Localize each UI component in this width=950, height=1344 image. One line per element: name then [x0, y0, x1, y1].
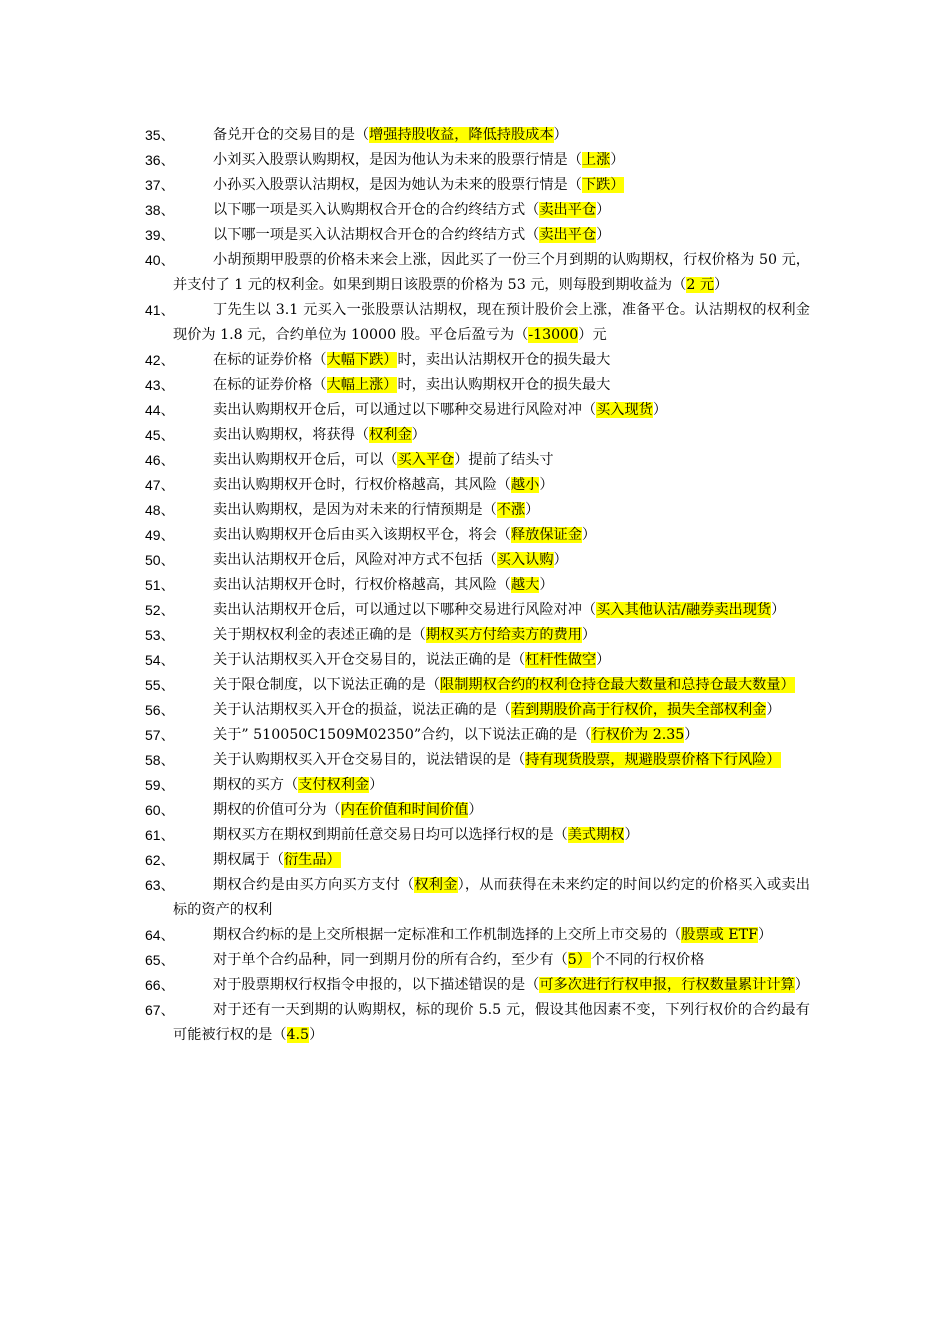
question-text: ）	[766, 702, 781, 718]
item-text	[173, 948, 810, 973]
list-item	[145, 248, 810, 298]
item-number: 53、	[145, 627, 175, 643]
item-number: 37、	[145, 177, 175, 193]
question-text: ）	[553, 552, 568, 568]
list-item	[145, 348, 810, 373]
item-number: 59、	[145, 777, 175, 793]
item-text	[173, 673, 810, 698]
item-number: 55、	[145, 677, 175, 693]
highlighted-answer: 可多次进行行权申报，行权数量累计计算	[539, 977, 795, 993]
highlighted-answer: 释放保证金	[510, 527, 582, 543]
list-item	[145, 873, 810, 923]
item-text	[173, 498, 810, 523]
highlighted-answer: 若到期股价高于行权价，损失全部权利金	[510, 702, 767, 718]
question-text: 卖出认沽期权开仓后，可以通过以下哪种交易进行风险对冲（	[213, 602, 597, 618]
list-item	[145, 698, 810, 723]
item-text	[173, 698, 810, 723]
list-item	[145, 648, 810, 673]
item-text	[173, 648, 810, 673]
list-item	[145, 523, 810, 548]
highlighted-answer: 支付权利金	[298, 777, 370, 793]
list-item	[145, 973, 810, 998]
question-text: 对于单个合约品种，同一到期月份的所有合约，至少有（	[213, 952, 568, 968]
item-text	[173, 123, 810, 148]
question-text: 卖出认购期权开仓后由买入该期权平仓，将会（	[213, 527, 511, 543]
highlighted-answer: 权利金	[369, 427, 412, 443]
question-text: ）	[581, 627, 597, 643]
highlighted-answer: 买入平仓	[397, 452, 455, 468]
question-text: ）	[624, 827, 639, 843]
list-item	[145, 848, 810, 873]
item-text	[173, 373, 810, 398]
item-number: 46、	[145, 452, 175, 468]
item-number: 64、	[145, 927, 175, 943]
question-list	[145, 123, 810, 1048]
question-text: ）	[714, 277, 729, 293]
highlighted-answer: 大幅下跌）	[326, 352, 398, 368]
item-text	[173, 623, 810, 648]
list-item	[145, 498, 810, 523]
item-text	[173, 348, 810, 373]
item-number: 66、	[145, 977, 175, 993]
question-text: 期权属于（	[213, 852, 284, 868]
question-text: ）	[610, 152, 625, 168]
question-text: 卖出认沽期权开仓后，风险对冲方式不包括（	[213, 552, 497, 568]
item-text	[173, 823, 810, 848]
question-text: ）提前了结头寸	[454, 452, 554, 468]
question-text: 卖出认购期权开仓时，行权价格越高，其风险（	[213, 477, 511, 493]
question-text: 以下哪一项是买入认沽期权合开仓的合约终结方式（	[213, 227, 540, 243]
list-item	[145, 473, 810, 498]
item-text	[173, 998, 810, 1048]
highlighted-answer: 行权价为 2.35	[591, 727, 685, 743]
question-text: ）	[525, 502, 540, 518]
question-text: 以下哪一项是买入认购期权合开仓的合约终结方式（	[213, 202, 540, 218]
question-text: ），从而获得在未来约定的时间以约定的价格买入或卖出标的资产的权利	[173, 877, 810, 918]
list-item	[145, 148, 810, 173]
question-text: ）	[539, 577, 554, 593]
item-text	[173, 223, 810, 248]
list-item	[145, 448, 810, 473]
question-text: 关于” 510050C1509M02350”合约，以下说法正确的是（	[213, 727, 592, 743]
highlighted-answer: 4.5	[286, 1027, 310, 1043]
question-text: ）	[539, 477, 554, 493]
item-text	[173, 848, 810, 873]
question-text: 关于期权权利金的表述正确的是（	[213, 627, 426, 643]
highlighted-answer: 买入其他认沽/融券卖出现货	[596, 602, 772, 618]
list-item	[145, 398, 810, 423]
list-item	[145, 598, 810, 623]
question-text: 卖出认购期权开仓后，可以通过以下哪种交易进行风险对冲（	[213, 402, 597, 418]
item-number: 56、	[145, 702, 175, 718]
question-text: ）	[652, 402, 668, 418]
list-item	[145, 173, 810, 198]
question-text: 期权的价值可分为（	[213, 802, 341, 818]
item-text	[173, 798, 810, 823]
question-text: ）	[553, 127, 568, 143]
highlighted-answer: 2 元	[686, 277, 715, 293]
question-text: ）	[757, 927, 773, 943]
item-text	[173, 448, 810, 473]
item-number: 44、	[145, 402, 175, 418]
question-text: 关于限仓制度，以下说法正确的是（	[213, 677, 441, 693]
question-text: 小刘买入股票认购期权，是因为他认为未来的股票行情是（	[213, 152, 582, 168]
item-number: 65、	[145, 952, 175, 968]
list-item	[145, 673, 810, 698]
item-number: 45、	[145, 427, 175, 443]
item-number: 43、	[145, 377, 175, 393]
question-text: ）	[309, 1027, 324, 1043]
highlighted-answer: 下跌）	[581, 177, 625, 193]
highlighted-answer: 卖出平仓	[539, 227, 597, 243]
item-text	[173, 773, 810, 798]
highlighted-answer: 买入现货	[596, 402, 653, 418]
item-number: 63、	[145, 877, 175, 893]
item-number: 47、	[145, 477, 175, 493]
item-text	[173, 148, 810, 173]
highlighted-answer: 持有现货股票，规避股票价格下行风险）	[525, 752, 781, 768]
question-text: 期权合约标的是上交所根据一定标准和工作机制选择的上交所上市交易的（	[213, 927, 682, 943]
item-text	[173, 398, 810, 423]
item-number: 54、	[145, 652, 175, 668]
question-text: 卖出认购期权，是因为对未来的行情预期是（	[213, 502, 497, 518]
question-text: 个不同的行权价格	[590, 952, 705, 968]
list-item	[145, 823, 810, 848]
item-text	[173, 423, 810, 448]
list-item	[145, 123, 810, 148]
item-number: 42、	[145, 352, 175, 368]
item-number: 38、	[145, 202, 175, 218]
highlighted-answer: 权利金	[414, 877, 458, 893]
list-item	[145, 198, 810, 223]
item-number: 60、	[145, 802, 175, 818]
list-item	[145, 573, 810, 598]
item-text	[173, 173, 810, 198]
list-item	[145, 998, 810, 1048]
question-text: 对于股票期权行权指令申报的，以下描述错误的是（	[213, 977, 540, 993]
item-number: 52、	[145, 602, 175, 618]
list-item	[145, 548, 810, 573]
item-number: 49、	[145, 527, 175, 543]
highlighted-answer: 大幅上涨）	[326, 377, 398, 393]
question-text: ）	[596, 202, 611, 218]
question-text: 在标的证券价格（	[213, 352, 327, 368]
highlighted-answer: 不涨	[496, 502, 526, 518]
question-text: 卖出认购期权，将获得（	[213, 427, 370, 443]
item-number: 41、	[145, 302, 175, 318]
item-text	[173, 873, 810, 923]
item-text	[173, 598, 810, 623]
highlighted-answer: 越大	[510, 577, 540, 593]
item-text	[173, 473, 810, 498]
list-item	[145, 223, 810, 248]
item-number: 58、	[145, 752, 175, 768]
list-item	[145, 773, 810, 798]
item-text	[173, 923, 810, 948]
item-text	[173, 548, 810, 573]
question-text: ）	[369, 777, 384, 793]
item-number: 67、	[145, 1002, 175, 1018]
highlighted-answer: 越小	[510, 477, 540, 493]
item-number: 39、	[145, 227, 175, 243]
item-number: 36、	[145, 152, 175, 168]
item-text	[173, 198, 810, 223]
question-text: 在标的证券价格（	[213, 377, 327, 393]
item-number: 57、	[145, 727, 175, 743]
highlighted-answer: 股票或 ETF	[681, 927, 758, 943]
item-text	[173, 573, 810, 598]
highlighted-answer: -13000	[528, 327, 579, 343]
question-text: 小孙买入股票认沽期权，是因为她认为未来的股票行情是（	[213, 177, 582, 193]
list-item	[145, 723, 810, 748]
highlighted-answer: 上涨	[581, 152, 611, 168]
item-text	[173, 723, 810, 748]
question-text: 期权买方在期权到期前任意交易日均可以选择行权的是（	[213, 827, 568, 843]
question-text: 关于认沽期权买入开仓的损益，说法正确的是（	[213, 702, 511, 718]
question-text: 期权合约是由买方向买方支付（	[213, 877, 415, 893]
question-text: 时，卖出认购期权开仓的损失最大	[397, 377, 611, 393]
question-text: ）	[771, 602, 786, 618]
item-number: 40、	[145, 252, 175, 268]
highlighted-answer: 衍生品）	[283, 852, 341, 868]
item-number: 51、	[145, 577, 175, 593]
question-text: 备兑开仓的交易目的是（	[213, 127, 370, 143]
item-text	[173, 298, 810, 348]
highlighted-answer: 内在价值和时间价值	[340, 802, 469, 818]
item-text	[173, 248, 810, 298]
highlighted-answer: 卖出平仓	[539, 202, 597, 218]
question-text: ）	[684, 727, 699, 743]
highlighted-answer: 限制期权合约的权利仓持仓最大数量和总持仓最大数量）	[440, 677, 795, 693]
question-text: 关于认沽期权买入开仓交易目的，说法正确的是（	[213, 652, 526, 668]
question-text: ）	[468, 802, 483, 818]
item-text	[173, 523, 810, 548]
item-number: 50、	[145, 552, 175, 568]
item-number: 61、	[145, 827, 175, 843]
question-text: ）元	[578, 327, 607, 343]
item-text	[173, 973, 810, 998]
highlighted-answer: 增强持股收益，降低持股成本	[369, 127, 554, 143]
question-text: 时，卖出认沽期权开仓的损失最大	[397, 352, 611, 368]
list-item	[145, 923, 810, 948]
list-item	[145, 948, 810, 973]
list-item	[145, 373, 810, 398]
highlighted-answer: 期权买方付给卖方的费用	[425, 627, 582, 643]
highlighted-answer: 买入认购	[496, 552, 554, 568]
question-text: 对于还有一天到期的认购期权，标的现价 5.5 元，假设其他因素不变，下列行权价的合约最有可能被行权的是（	[173, 1002, 810, 1043]
question-text: ）	[794, 977, 809, 993]
question-text: 关于认购期权买入开仓交易目的，说法错误的是（	[213, 752, 526, 768]
question-text: ）	[596, 652, 611, 668]
question-text: 丁先生以 3.1 元买入一张股票认沽期权，现在预计股价会上涨，准备平仓。认沽期权的权利金现价为 1.8 元，合约单位为 10000 股。平仓后盈亏为（	[173, 302, 810, 343]
item-number: 35、	[145, 127, 175, 143]
item-text	[173, 748, 810, 773]
item-number: 48、	[145, 502, 175, 518]
list-item	[145, 423, 810, 448]
highlighted-answer: 5）	[567, 952, 591, 968]
question-text: 小胡预期甲股票的价格未来会上涨，因此买了一份三个月到期的认购期权，行权价格为 50 元，并支付了 1 元的权利金。如果到期日该股票的价格为 53 元，则每股到期收益为（	[173, 252, 810, 293]
question-text: 期权的买方（	[213, 777, 299, 793]
question-text: ）	[581, 527, 597, 543]
question-text: ）	[596, 227, 611, 243]
question-text: 卖出认购期权开仓后，可以（	[213, 452, 398, 468]
question-text: ）	[411, 427, 426, 443]
highlighted-answer: 美式期权	[567, 827, 625, 843]
list-item	[145, 623, 810, 648]
list-item	[145, 298, 810, 348]
item-number: 62、	[145, 852, 175, 868]
list-item	[145, 748, 810, 773]
list-item	[145, 798, 810, 823]
highlighted-answer: 杠杆性做空	[525, 652, 597, 668]
question-text: 卖出认沽期权开仓时，行权价格越高，其风险（	[213, 577, 511, 593]
